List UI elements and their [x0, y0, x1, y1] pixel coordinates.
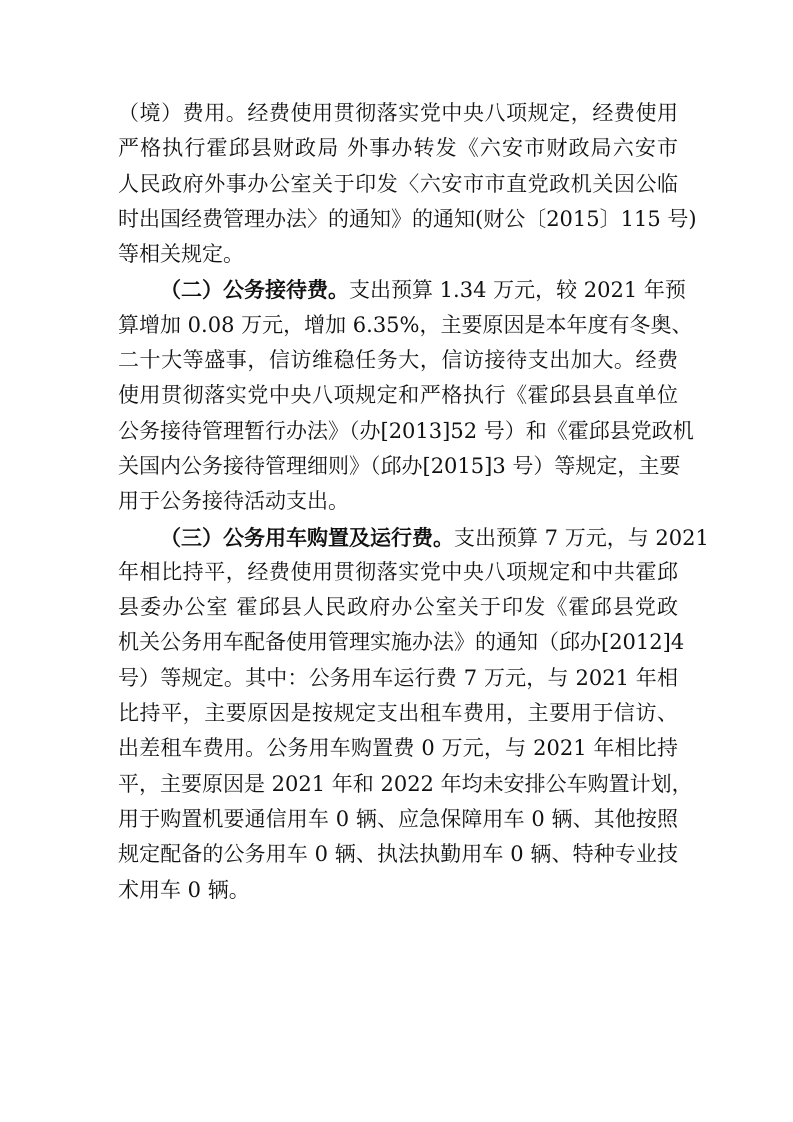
section-heading: （三）公务用车购置及运行费。 — [160, 524, 454, 550]
text-line — [118, 272, 686, 307]
body-text — [118, 96, 709, 908]
text-line: 县委办公室 霍邱县人民政府办公室关于印发《霍邱县党政 — [118, 595, 678, 620]
text-line: 比持平，主要原因是按规定支出租车费用，主要用于信访、 — [118, 701, 678, 726]
text-line: 人民政府外事办公室关于印发〈六安市市直党政机关因公临 — [118, 171, 678, 196]
section-heading: （二）公务接待费。 — [160, 277, 349, 303]
text-line: 关国内公务接待管理细则》（邱办[2015]3 号）等规定，主要 — [118, 453, 681, 478]
text-line: 规定配备的公务用车 0 辆、执法执勤用车 0 辆、特种专业技 — [118, 842, 678, 867]
text-line: 二十大等盛事，信访维稳任务大，信访接待支出加大。经费 — [118, 348, 678, 373]
paragraph-reception-expenses — [118, 272, 694, 519]
text-line: 出差租车费用。公务用车购置费 0 万元，与 2021 年相比持 — [118, 736, 678, 761]
text-line: 使用贯彻落实党中央八项规定和严格执行《霍邱县县直单位 — [118, 383, 678, 408]
text-line: 公务接待管理暂行办法》（办[2013]52 号）和《霍邱县党政机 — [118, 418, 694, 443]
text-line: 术用车 0 辆。 — [118, 877, 250, 902]
text-line: 机关公务用车配备使用管理实施办法》的通知（邱办[2012]4 — [118, 630, 685, 655]
text-line: 平，主要原因是 2021 年和 2022 年均未安排公车购置计划， — [118, 771, 693, 796]
text-line: （境）费用。经费使用贯彻落实党中央八项规定，经费使用 — [118, 101, 678, 125]
text-line: 号）等规定。其中：公务用车运行费 7 万元，与 2021 年相 — [118, 665, 678, 690]
text-line — [118, 520, 709, 555]
text-line: 用于购置机要通信用车 0 辆、应急保障用车 0 辆、其他按照 — [118, 806, 678, 831]
text-line: 算增加 0.08 万元，增加 6.35%，主要原因是本年度有冬奥、 — [118, 312, 693, 337]
text-line: 等相关规定。 — [118, 242, 244, 267]
text-line: 年相比持平，经费使用贯彻落实党中央八项规定和中共霍邱 — [118, 559, 678, 584]
paragraph-vehicle-expenses — [118, 520, 709, 908]
paragraph-foreign-expenses — [118, 96, 697, 272]
text-run: 支出预算 7 万元，与 2021 — [454, 525, 709, 550]
text-line: 时出国经费管理办法〉的通知》的通知(财公〔2015〕115 号) — [118, 206, 697, 231]
text-line: 严格执行霍邱县财政局 外事办转发《六安市财政局六安市 — [118, 136, 678, 161]
text-line: 用于公务接待活动支出。 — [118, 489, 349, 514]
text-run: 支出预算 1.34 万元，较 2021 年预 — [349, 278, 686, 303]
